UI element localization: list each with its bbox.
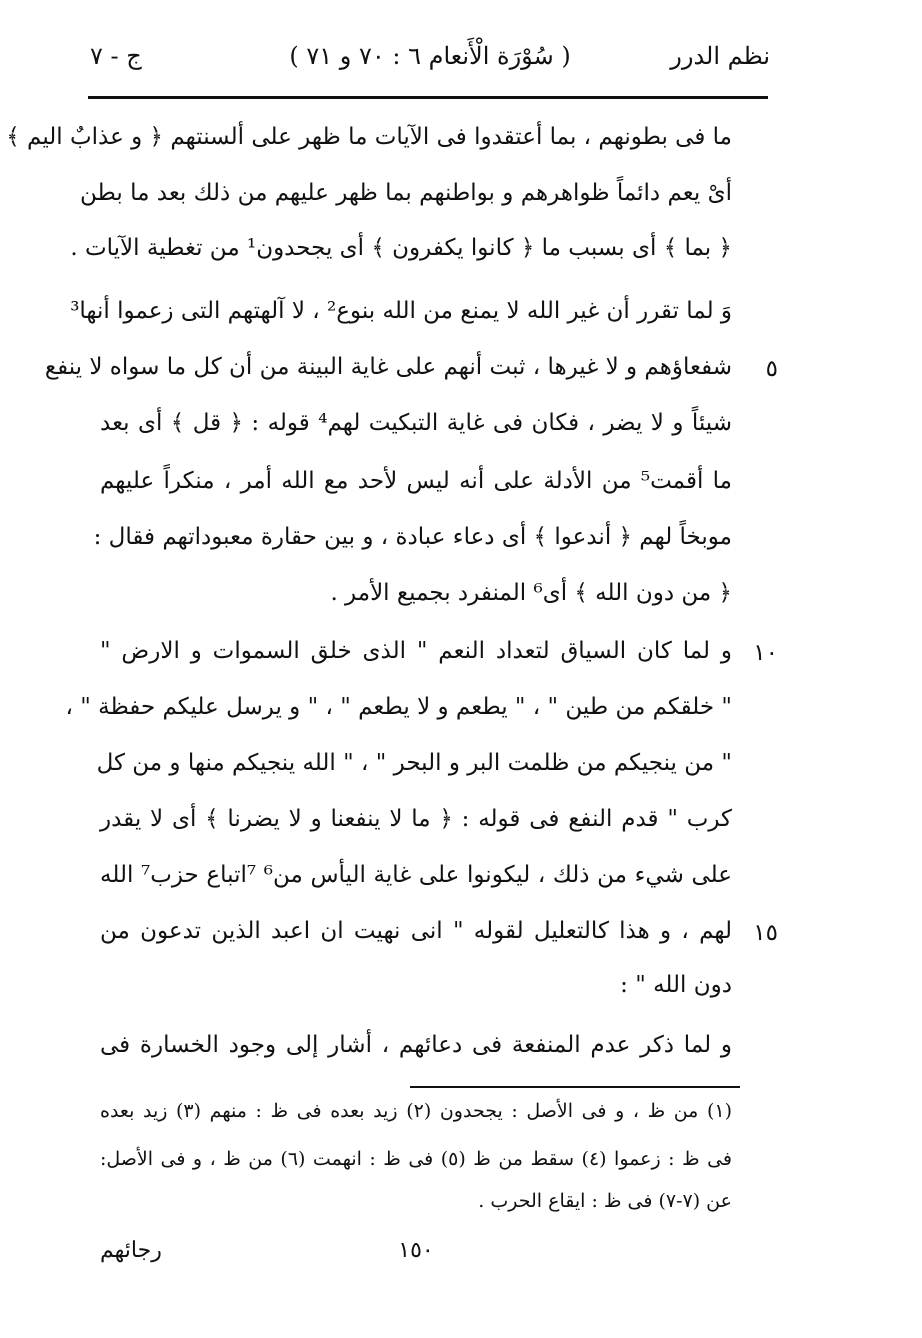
text-line-9: ﴿ من دون الله ﴾ أى⁶ المنفرد بجميع الأمر . [330,580,732,606]
text-line-11: " خلقكم من طين " ، " يطعم و لا يطعم " ، " و يرسل عليكم حفظة " ، [65,694,732,720]
page-footer [100,1238,732,1272]
catchword: رجائهم [100,1238,162,1263]
book-title: نظم الدرر [670,42,770,70]
text-line-6: شيئاً و لا يضر ، فكان فى غاية التبكيت لهم⁴ قوله : ﴿ قل ﴾ أى بعد [100,410,732,436]
surah-reference: ( سُوْرَة الْأَنعام ٦ : ٧٠ و ٧١ ) [289,42,571,70]
text-line-16: دون الله " : [620,972,732,998]
line-number-10: ١٠ [753,640,778,666]
text-line-7: ما أقمت⁵ من الأدلة على أنه ليس لأحد مع الله أمر ، منكراً عليهم [100,468,732,494]
text-line-13: كرب " قدم النفع فى قوله : ﴿ ما لا ينفعنا و لا يضرنا ﴾ أى لا يقدر [100,806,732,832]
page-number: ١٥٠ [398,1238,434,1263]
running-header [90,42,770,82]
text-line-1: ما فى بطونهم ، بما أعتقدوا فى الآيات ما ظهر على ألسنتهم ﴿ و عذابٌ اليم ﴾ [6,124,732,150]
footnote-line-1: (١) من ظ ، و فى الأصل : يجحدون (٢) زيد بعده فى ظ : منهم (٣) زيد بعده [100,1100,733,1122]
text-line-12: " من ينجيكم من ظلمت البر و البحر " ، " الله ينجيكم منها و من كل [96,750,732,776]
footnote-rule [410,1086,740,1088]
text-line-5: شفعاؤهم و لا غيرها ، ثبت أنهم على غاية البينة من أن كل ما سواه لا ينفع [44,354,732,380]
line-number-15: ١٥ [753,920,778,946]
volume-label: ج - ٧ [90,42,142,70]
text-line-4: وَ لما تقرر أن غير الله لا يمنع من الله بنوع² ، لا آلهتهم التى زعموا أنها³ [70,298,732,324]
line-number-5: ٥ [765,356,778,382]
text-line-3: ﴿ بما ﴾ أى بسبب ما ﴿ كانوا يكفرون ﴾ أى يجحدون¹ من تغطية الآيات . [70,235,732,261]
text-line-17: و لما ذكر عدم المنفعة فى دعائهم ، أشار إلى وجود الخسارة فى [100,1032,732,1058]
text-line-8: موبخاً لهم ﴿ أندعوا ﴾ أى دعاء عبادة ، و بين حقارة معبوداتهم فقال : [93,524,732,550]
footnote-line-3: عن (٧-٧) فى ظ : ايقاع الحرب . [478,1190,732,1212]
header-rule [88,96,768,99]
footnote-line-2: فى ظ : زعموا (٤) سقط من ظ (٥) فى ظ : انهمت (٦) من ظ ، و فى الأصل: [100,1148,732,1170]
text-line-15: لهم ، و هذا كالتعليل لقوله " انى نهيت ان اعبد الذين تدعون من [100,918,732,944]
text-line-14: على شيء من ذلك ، ليكونوا على غاية اليأس من⁶ ⁷اتباع حزب⁷ الله [100,862,733,888]
text-line-10: و لما كان السياق لتعداد النعم " الذى خلق السموات و الارض " [100,638,732,664]
text-line-2: أىْ يعم دائماً ظواهرهم و بواطنهم بما ظهر عليهم من ذلك بعد ما بطن [80,180,732,206]
